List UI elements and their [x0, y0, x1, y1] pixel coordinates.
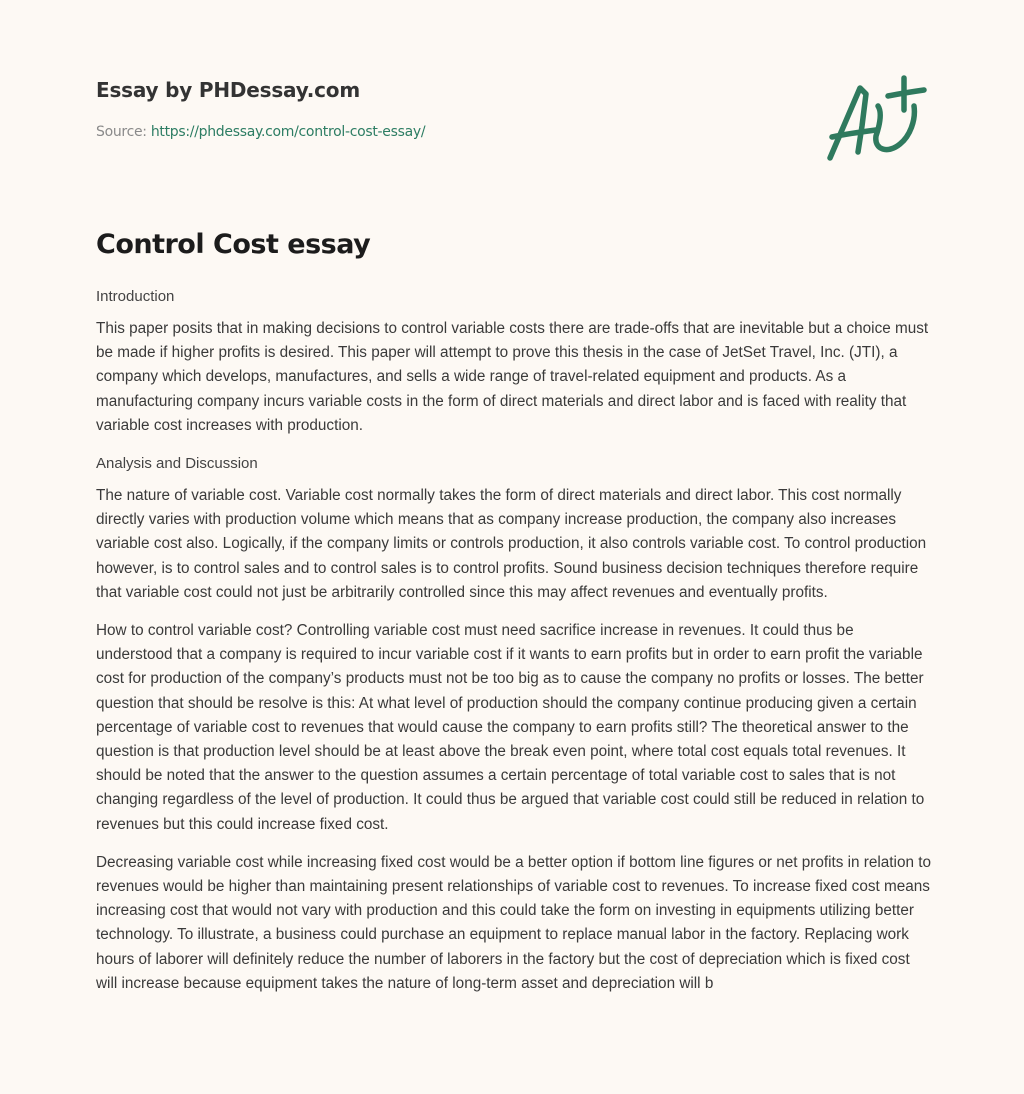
section-analysis-and-discussion	[96, 452, 932, 996]
site-title: Essay by PHDessay.com	[96, 78, 360, 102]
page-header	[96, 76, 796, 142]
essay-content	[96, 226, 932, 1010]
paragraph: This paper posits that in making decisions to control variable costs there are trade-offs that are inevitable but a choice must be made if higher profits is desired. This paper will attempt to prove this thesis in the case of JetSet Travel, Inc. (JTI), a company which develops, manufactures, and sells a wide range of travel-related equipment and products. As a manufacturing company incurs variable costs in the form of direct materials and direct labor and is faced with reality that variable cost increases with production.	[96, 320, 929, 434]
source-label: Source:	[96, 124, 147, 140]
a-plus-grade-icon	[818, 64, 934, 168]
paragraph: How to control variable cost? Controlling variable cost must need sacrifice increase in revenues. It could thus be understood that a company is required to incur variable cost if it wants to earn profits but in order to earn profit the variable cost for production of the company’s products must not be too big as to cause the company no profits or losses. The better question that should be resolve is this: At what level of production should the company continue producing given a certain percentage of variable cost to revenues that would cause the company to earn profits still? The theoretical answer to the question is that production level should be at least above the break even point, where total cost equals total revenues. It should be noted that the answer to the question assumes a certain percentage of total variable cost to sales that is not changing regardless of the level of production. It could thus be argued that variable cost could still be reduced in relation to revenues but this could increase fixed cost.	[96, 622, 925, 833]
source-link[interactable]: https://phdessay.com/control-cost-essay/	[150, 124, 426, 140]
source-line	[96, 122, 796, 142]
essay-title: Control Cost essay	[96, 229, 371, 260]
paragraph: Decreasing variable cost while increasing fixed cost would be a better option if bottom line figures or net profits in relation to revenues would be higher than maintaining present relationships of variable cost to revenues. To increase fixed cost means increasing cost that would not vary with production and this could take the form on investing in equipments utilizing better technology. To illustrate, a business could purchase an equipment to replace manual labor in the factory. Replacing work hours of laborer will definitely reduce the number of laborers in the factory but the cost of depreciation which is fixed cost will increase because equipment takes the nature of long-term asset and depreciation will b	[96, 853, 931, 992]
paragraph: The nature of variable cost. Variable cost normally takes the form of direct materials and direct labor. This cost normally directly varies with production volume which means that as company increase production, the company also increases variable cost also. Logically, if the company limits or controls production, it also controls variable cost. To control production however, is to control sales and to control sales is to control profits. Sound business decision techniques therefore require that variable cost could not just be arbitrarily controlled since this may affect revenues and eventually profits.	[96, 487, 927, 601]
section-introduction	[96, 285, 932, 438]
section-heading: Introduction	[96, 288, 175, 305]
section-heading: Analysis and Discussion	[96, 455, 258, 473]
